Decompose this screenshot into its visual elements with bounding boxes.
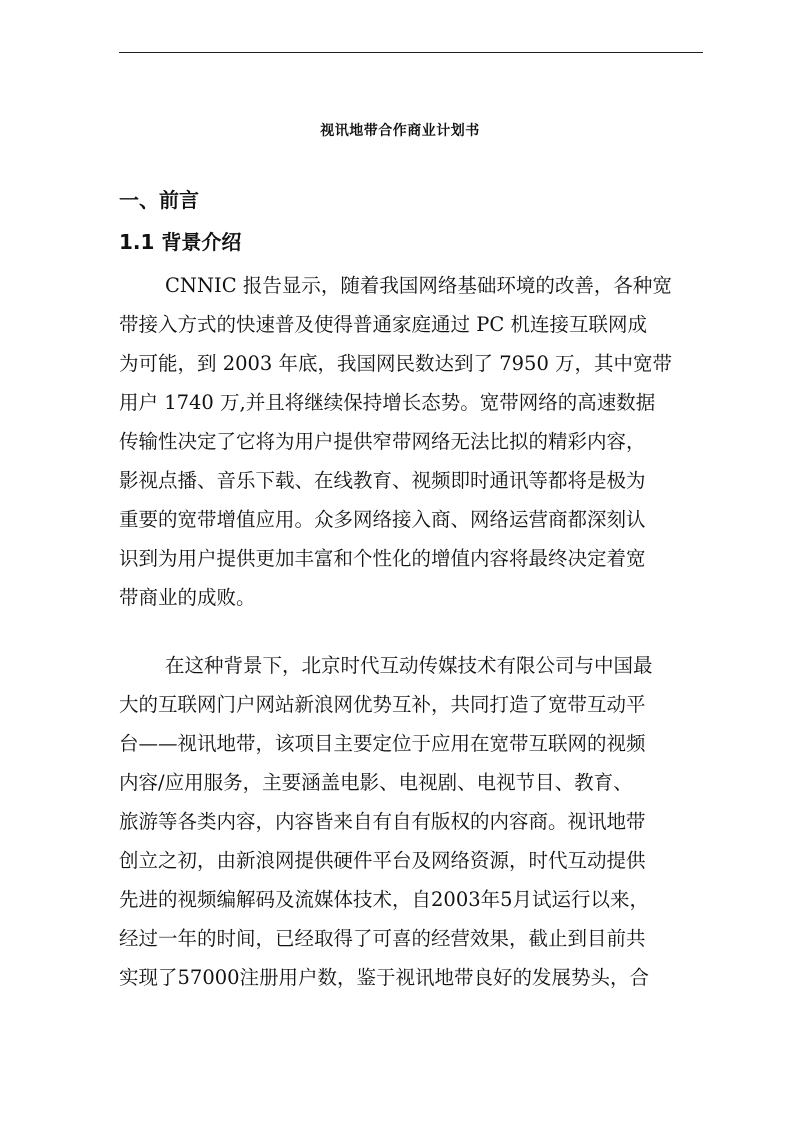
text-line: 在这种背景下，北京时代互动传媒技术有限公司与中国最 — [165, 654, 653, 677]
text-line: 带商业的成败。 — [119, 586, 256, 609]
text-line: 经过一年的时间，已经取得了可喜的经营效果，截止到目前共 — [119, 927, 646, 950]
text-line: 实现了57000注册用户数，鉴于视讯地带良好的发展势头，合 — [119, 966, 650, 989]
text-line: 大的互联网门户网站新浪网优势互补，共同打造了宽带互动平 — [119, 693, 646, 716]
paragraph-background-1 — [119, 266, 701, 617]
text-line: 创立之初，由新浪网提供硬件平台及网络资源，时代互动提供 — [119, 849, 646, 872]
text-line: 影视点播、音乐下载、在线教育、视频即时通讯等都将是极为 — [119, 469, 646, 492]
document-title: 视讯地带合作商业计划书 — [320, 123, 480, 139]
text-line: 传输性决定了它将为用户提供窄带网络无法比拟的精彩内容， — [119, 430, 646, 453]
text-line: 台——视讯地带，该项目主要定位于应用在宽带互联网的视频 — [119, 732, 646, 755]
text-line: 带接入方式的快速普及使得普通家庭通过 PC 机连接互联网成 — [119, 313, 647, 336]
text-line: 内容/应用服务，主要涵盖电影、电视剧、电视节目、教育、 — [119, 771, 633, 794]
subsection-heading-background: 1.1 背景介绍 — [119, 230, 242, 254]
text-line: 识到为用户提供更加丰富和个性化的增值内容将最终决定着宽 — [119, 547, 646, 570]
section-heading-preface: 一、前言 — [119, 188, 199, 212]
text-line: 先进的视频编解码及流媒体技术，自2003年5月试运行以来， — [119, 888, 650, 911]
header-rule — [119, 52, 703, 53]
text-line: 用户 1740 万,并且将继续保持增长态势。宽带网络的高速数据 — [119, 391, 656, 414]
text-line: 为可能，到 2003 年底，我国网民数达到了 7950 万，其中宽带 — [119, 352, 673, 375]
text-line: 重要的宽带增值应用。众多网络接入商、网络运营商都深刻认 — [119, 508, 646, 531]
text-line: CNNIC 报告显示，随着我国网络基础环境的改善，各种宽 — [165, 274, 672, 297]
text-line: 旅游等各类内容，内容皆来自有自有版权的内容商。视讯地带 — [119, 810, 646, 833]
paragraph-background-2 — [119, 646, 701, 997]
